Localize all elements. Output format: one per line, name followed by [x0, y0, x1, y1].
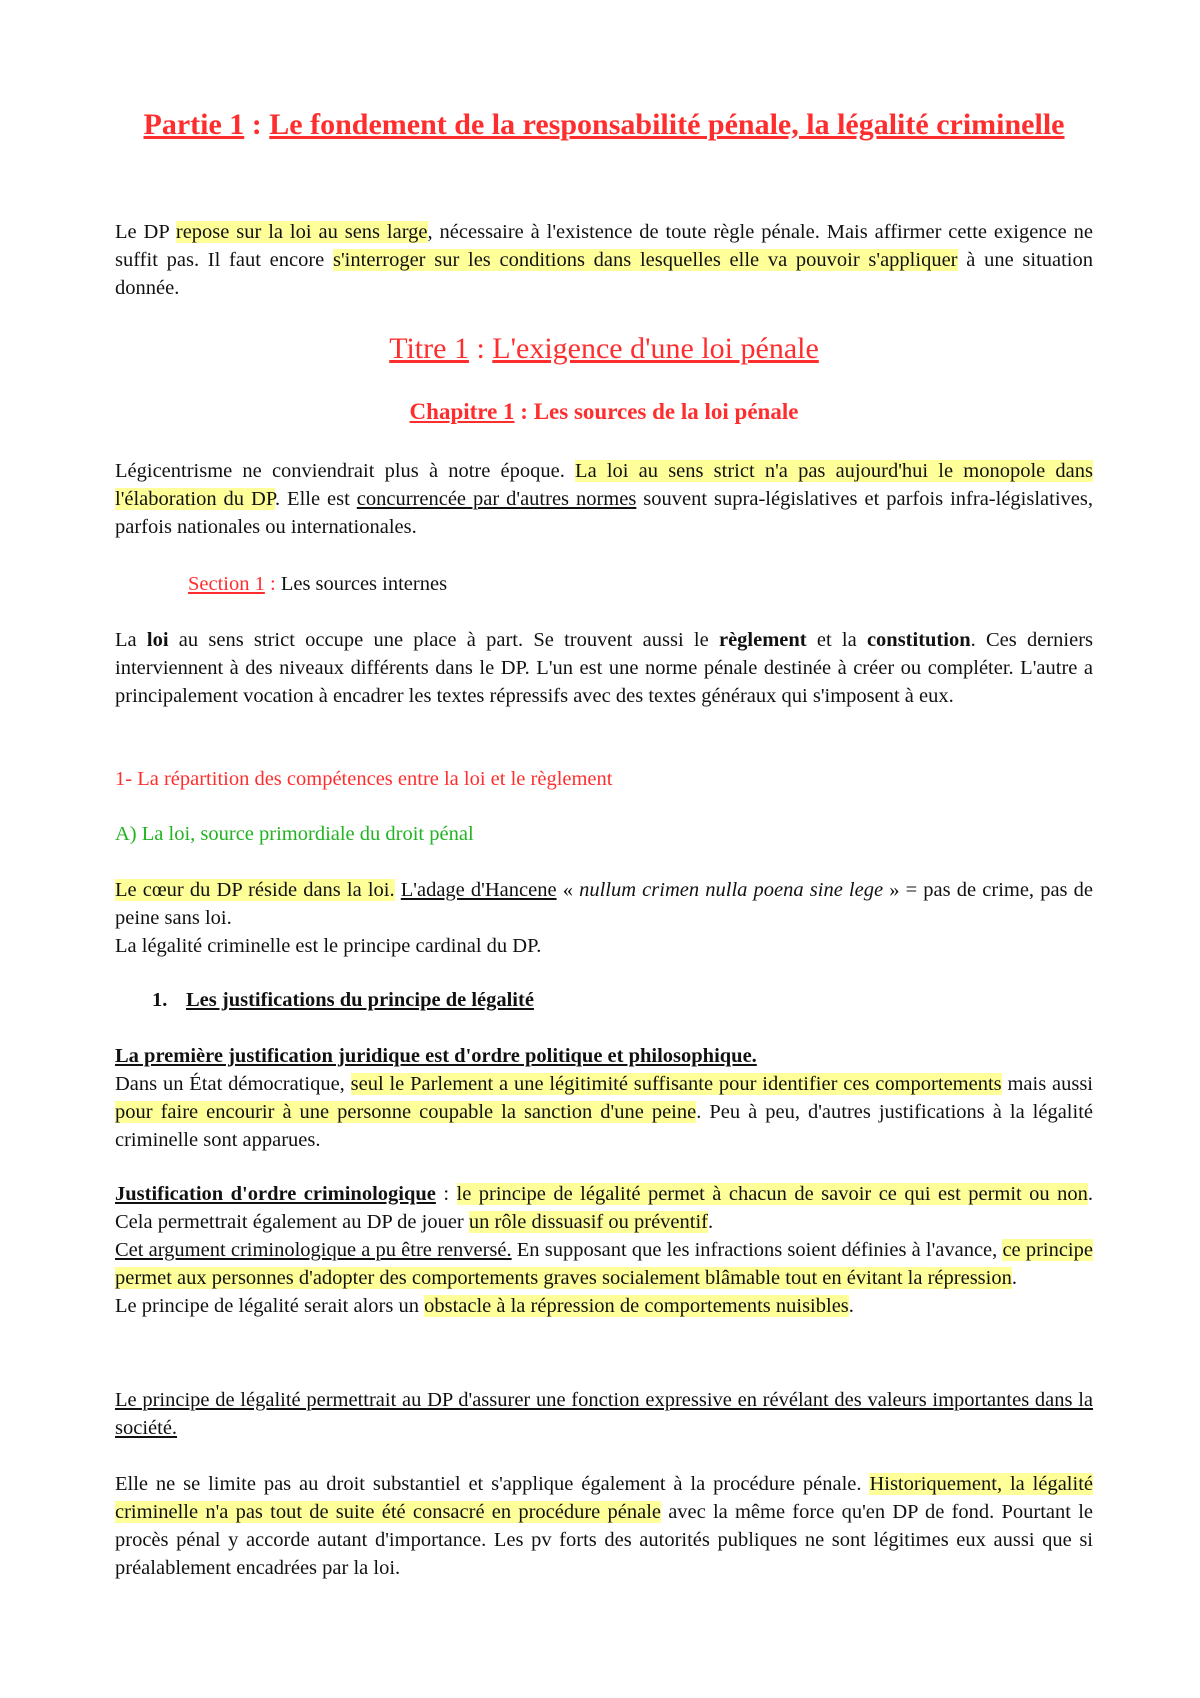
intro-paragraph — [115, 218, 1093, 302]
list-text: Les justifications du principe de légalité — [186, 989, 534, 1011]
adage-line — [115, 876, 1093, 932]
text-run: au sens strict occupe une place à part. Se trouvent aussi le — [168, 629, 719, 651]
highlight-run: seul le Parlement a une légitimité suffisante pour identifier ces comportements — [350, 1073, 1002, 1095]
highlight-run: La loi au sens strict n'a pas aujourd'hui le monopole dans l'élaboration du DP — [115, 460, 1093, 510]
text-run: Elle ne se limite pas au droit substantiel et s'applique également à la procédure pénale. — [115, 1473, 870, 1495]
chapitre-title: Les sources de la loi pénale — [533, 399, 799, 424]
text-run: . Peu à peu, d'autres justifications à la légalité criminelle sont apparues. — [115, 1101, 1093, 1151]
criminologique-paragraph — [115, 1180, 1093, 1320]
loi-reglement-paragraph — [115, 626, 1093, 710]
text-run: . — [708, 1211, 714, 1233]
section-label: Section 1 — [188, 573, 265, 595]
chapitre-label: Chapitre 1 — [409, 399, 515, 424]
text-run: Le principe de légalité serait alors un — [115, 1295, 425, 1317]
partie-separator: : — [244, 108, 270, 141]
text-run: . Ces derniers interviennent à des niveaux différents dans le DP. L'un est une norme pénale destinée à créer ou compléter. L'autre a principalement vocation à encadrer les textes répressifs avec des textes généraux qui s'imposent à eux. — [115, 629, 1093, 707]
bold-run: constitution — [866, 629, 971, 651]
highlight-run: le principe de légalité permet à chacun de savoir ce qui est permit ou non — [456, 1183, 1088, 1205]
politique-paragraph — [115, 1042, 1093, 1154]
text-run: Le DP — [115, 221, 176, 243]
section-separator: : — [264, 573, 281, 595]
text-run: « — [556, 879, 580, 901]
paragraph-body — [115, 1070, 1093, 1154]
text-run: souvent supra-législatives et parfois infra-législatives, parfois nationales ou internationales. — [115, 488, 1093, 538]
paragraph-body — [115, 1180, 1093, 1236]
highlight-run: Le cœur du DP réside dans la loi. — [115, 879, 395, 901]
procedure-paragraph — [115, 1470, 1093, 1582]
text-run: : — [435, 1183, 457, 1205]
list-number: 1. — [152, 989, 168, 1011]
text-run: En supposant que les infractions soient définies à l'avance, — [511, 1239, 1003, 1261]
paragraph-heading: Justification d'ordre criminologique — [115, 1183, 436, 1205]
underline-run: Cet argument criminologique a pu être renversé. — [115, 1239, 512, 1261]
titre-title: L'exigence d'une loi pénale — [492, 332, 819, 365]
bold-run: loi — [146, 629, 169, 651]
expressive-paragraph: Le principe de légalité permettrait au DP d'assurer une fonction expressive en révélant des valeurs importantes dans la société. — [115, 1389, 1093, 1439]
italic-run: nullum crimen nulla poena sine lege — [579, 879, 884, 901]
partie-title: Le fondement de la responsabilité pénale, la légalité criminelle — [269, 108, 1065, 141]
partie-label: Partie 1 — [143, 108, 245, 141]
highlight-run: repose sur la loi au sens large — [175, 221, 428, 243]
paragraph-body — [115, 1236, 1093, 1292]
subheading-loi-source: A) La loi, source primordiale du droit pénal — [115, 823, 474, 845]
titre-label: Titre 1 — [389, 332, 469, 365]
text-run: . — [848, 1295, 854, 1317]
paragraph-heading: La première justification juridique est d'ordre politique et philosophique. — [115, 1045, 757, 1067]
text-run: à une situation donnée. — [115, 249, 1094, 299]
chapitre-heading — [115, 397, 1093, 427]
underline-run: concurrencée par d'autres normes — [356, 488, 637, 510]
adage-paragraph — [115, 876, 1093, 960]
highlight-run: s'interroger sur les conditions dans lesquelles elle va pouvoir s'appliquer — [333, 249, 958, 271]
highlight-run: un rôle dissuasif ou préventif — [468, 1211, 708, 1233]
chapitre-separator: : — [514, 399, 534, 424]
text-run: . Elle est — [274, 488, 357, 510]
text-run: avec la même force qu'en DP de fond. Pourtant le procès pénal y accorde autant d'importance. Les pv forts des autorités publiques ne sont légitimes eux aussi que si préalablement encadrées par la loi. — [115, 1501, 1093, 1579]
list-item — [152, 986, 1052, 1014]
text-run: mais aussi — [1001, 1073, 1094, 1095]
subheading-repartition: 1- La répartition des compétences entre la loi et le règlement — [115, 768, 613, 790]
highlight-run: obstacle à la répression de comportements nuisibles — [424, 1295, 849, 1317]
text-run: Légicentrisme ne conviendrait plus à notre époque. — [115, 460, 576, 482]
text-run: . Cela permettrait également au DP de jouer — [115, 1183, 1094, 1233]
highlight-run: Historiquement, la légalité criminelle n'a pas tout de suite été consacré en procédure pénale — [115, 1473, 1093, 1523]
section-title: Les sources internes — [280, 573, 448, 595]
text-run: » = pas de crime, pas de peine sans loi. — [115, 879, 1094, 929]
bold-run: règlement — [718, 629, 807, 651]
titre-heading — [115, 331, 1093, 367]
paragraph-body — [115, 1292, 1093, 1320]
underline-run: L'adage d'Hancene — [400, 879, 557, 901]
cardinal-line: La légalité criminelle est le principe cardinal du DP. — [115, 935, 542, 957]
text-run: . — [1011, 1267, 1017, 1289]
section-heading — [188, 570, 1088, 598]
text-run: , nécessaire à l'existence de toute règle pénale. Mais affirmer cette exigence ne suffit pas. Il faut encore — [115, 221, 1093, 271]
text-run: La — [115, 629, 147, 651]
partie-heading — [115, 106, 1093, 143]
highlight-run: ce principe permet aux personnes d'adopter des comportements graves socialement blâmable tout en évitant la répression — [115, 1239, 1093, 1289]
sources-paragraph — [115, 457, 1093, 541]
titre-separator: : — [468, 332, 493, 365]
text-run: Dans un État démocratique, — [115, 1073, 351, 1095]
highlight-run: pour faire encourir à une personne coupable la sanction d'une peine — [115, 1101, 697, 1123]
text-run: et la — [806, 629, 867, 651]
